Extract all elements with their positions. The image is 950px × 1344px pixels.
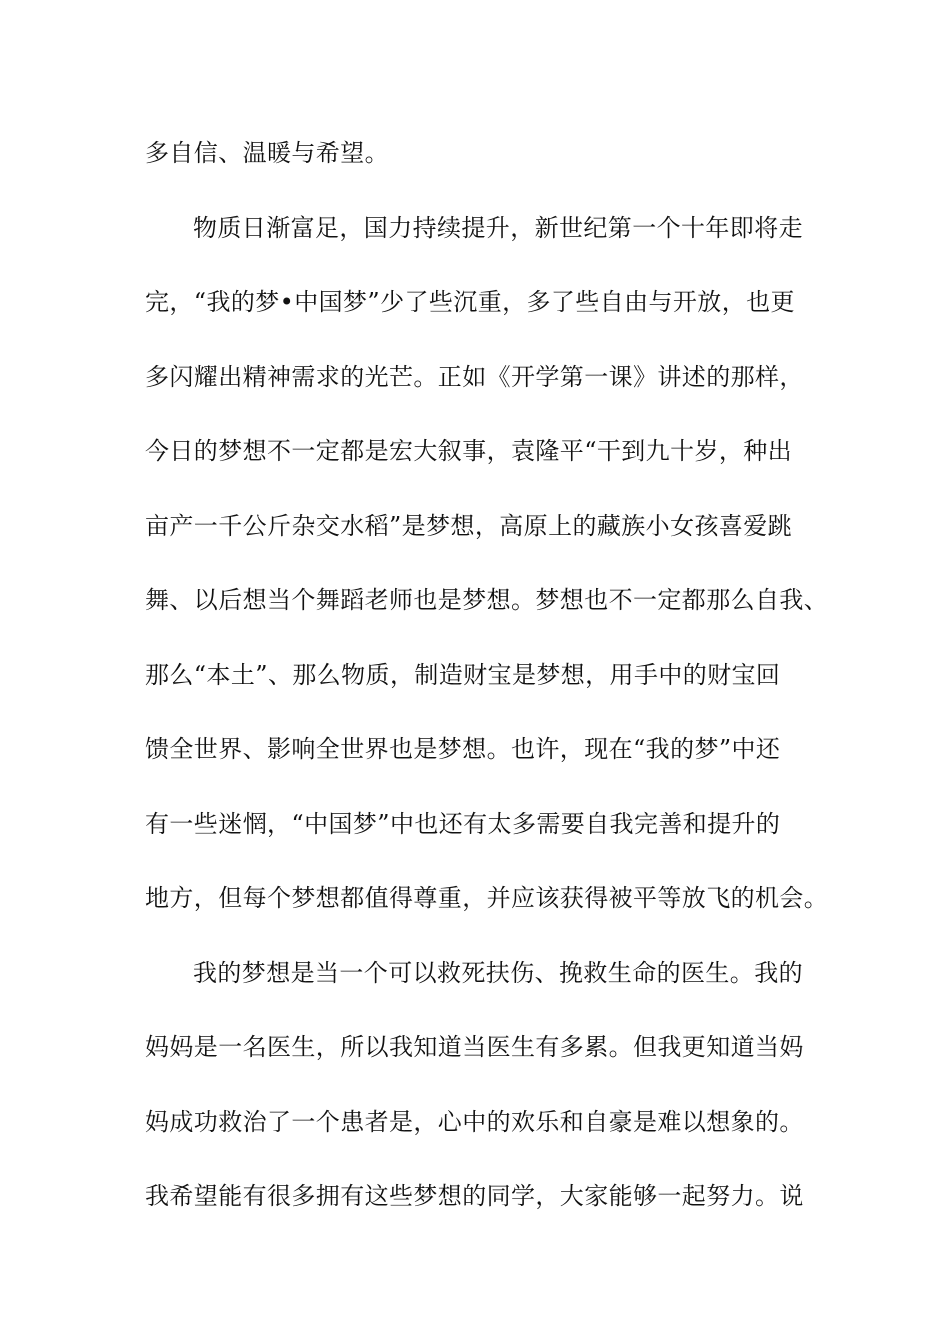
text-line: 地方，但每个梦想都值得尊重，并应该获得被平等放飞的机会。 bbox=[145, 884, 829, 912]
text-line: 妈成功救治了一个患者是，心中的欢乐和自豪是难以想象的。 bbox=[145, 1107, 804, 1136]
paragraph-start-line: 我的梦想是当一个可以救死扶伤、挽救生命的医生。我的 bbox=[193, 958, 803, 987]
text-line: 完，“我的梦•中国梦”少了些沉重，多了些自由与开放，也更 bbox=[145, 288, 795, 316]
body-text bbox=[145, 133, 835, 1251]
text-line: 有一些迷惘，“中国梦”中也还有太多需要自我完善和提升的 bbox=[145, 809, 781, 838]
text-line: 馈全世界、影响全世界也是梦想。也许，现在“我的梦”中还 bbox=[145, 735, 781, 763]
text-line: 那么“本土”、那么物质，制造财宝是梦想，用手中的财宝回 bbox=[145, 660, 781, 689]
text-line: 我希望能有很多拥有这些梦想的同学，大家能够一起努力。说 bbox=[145, 1182, 804, 1210]
text-line: 多自信、温暖与希望。 bbox=[145, 139, 389, 167]
text-line: 舞、以后想当个舞蹈老师也是梦想。梦想也不一定都那么自我、 bbox=[145, 586, 829, 614]
text-line: 亩产一千公斤杂交水稻”是梦想，高原上的藏族小女孩喜爱跳 bbox=[145, 511, 793, 540]
paragraph-start-line: 物质日渐富足，国力持续提升，新世纪第一个十年即将走 bbox=[193, 213, 803, 242]
text-line: 今日的梦想不一定都是宏大叙事，袁隆平“干到九十岁，种出 bbox=[145, 437, 793, 465]
text-line: 多闪耀出精神需求的光芒。正如《开学第一课》讲述的那样， bbox=[145, 362, 804, 391]
text-line: 妈妈是一名医生，所以我知道当医生有多累。但我更知道当妈 bbox=[145, 1033, 804, 1061]
